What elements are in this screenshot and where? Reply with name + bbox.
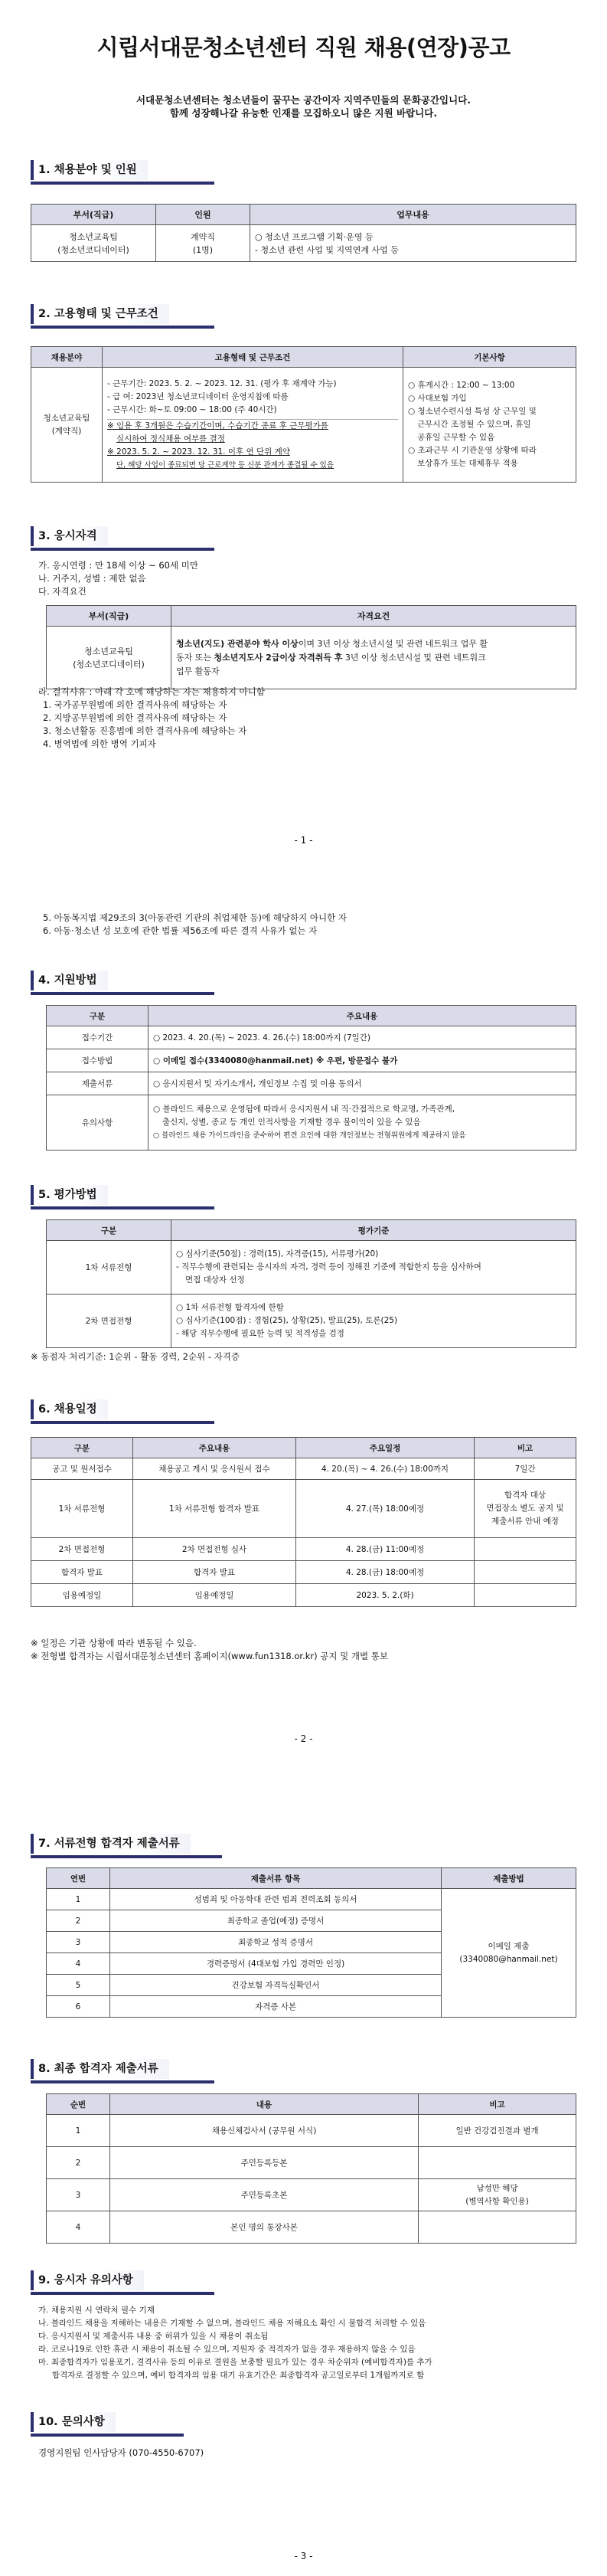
row-item: 경력증명서 (4대보험 가입 경력만 인정) — [110, 1953, 442, 1975]
col-header: 주요내용 — [148, 1006, 576, 1026]
section-title: 1. 채용분야 및 인원 — [31, 160, 148, 180]
document-submission-table — [46, 1867, 576, 2018]
section-10-heading — [31, 2409, 184, 2437]
row-value: ○ 응시지원서 및 자기소개서, 개인정보 수집 및 이용 동의서 — [148, 1072, 576, 1095]
eligibility-list: 가. 응시연령 : 만 18세 이상 ~ 60세 미만 나. 거주지, 성별 : 제한 없음 다. 자격요건 — [38, 560, 198, 597]
heading-underline — [31, 326, 214, 329]
schedule-cell: 2차 면접전형 — [31, 1538, 133, 1561]
col-header: 인원 — [156, 205, 250, 225]
schedule-cell: 7일간 — [475, 1458, 576, 1480]
heading-underline — [31, 2080, 214, 2083]
section-4-heading — [31, 967, 214, 995]
row-label: 접수기간 — [47, 1026, 148, 1049]
row-number: 5 — [47, 1975, 110, 1996]
intro-line: 함께 성장해나갈 유능한 인재를 모집하오니 많은 지원 바랍니다. — [169, 107, 438, 119]
row-item: 자격증 사본 — [110, 1996, 442, 2018]
col-header: 연번 — [47, 1868, 110, 1889]
page-number: - 3 - — [294, 2551, 313, 2561]
section-title: 10. 문의사항 — [31, 2412, 116, 2432]
row-value: ○ 블라인드 채용으로 운영됨에 따라서 응시지원서 내 직·간접적으로 학교명, 가족관계, 출신지, 성별, 종교 등 개인 인적사항을 기재할 경우 불이익이 있을 수 있음 ○ 블라인드 채용 가이드라인을 준수하여 편견 요인에 대한 개인정보는 전형위원에게 제공하지 않음 — [148, 1095, 576, 1151]
row-note: 일반 건강검진결과 별개 — [419, 2115, 576, 2147]
row-note — [419, 2211, 576, 2244]
section-title: 9. 응시자 유의사항 — [31, 2270, 144, 2290]
col-header: 부서(직급) — [31, 205, 156, 225]
row-number: 3 — [47, 2179, 110, 2211]
section-title: 2. 고용형태 및 근무조건 — [31, 304, 169, 324]
row-label: 접수방법 — [47, 1049, 148, 1072]
schedule-cell: 4. 28.(금) 11:00예정 — [296, 1538, 475, 1561]
col-header: 주요일정 — [296, 1438, 475, 1458]
recruitment-table — [31, 204, 576, 262]
schedule-notes: ※ 일정은 기관 상황에 따라 변동될 수 있음. ※ 전형별 합격자는 시립서대문청소년센터 홈페이지(www.fun1318.or.kr) 공지 및 개별 통보 — [31, 1638, 389, 1661]
heading-underline — [31, 1421, 214, 1424]
schedule-table — [31, 1437, 576, 1607]
row-item: 주민등록등본 — [110, 2147, 419, 2179]
dept-cell: 청소년교육팀 (청소년코디네이터) — [31, 225, 156, 262]
row-number: 4 — [47, 2211, 110, 2244]
col-header: 고용형태 및 근무조건 — [103, 347, 403, 368]
disqualification-list: 라. 결격사유 : 아래 각 호에 해당하는 자는 채용하지 아니함 1. 국가공무원법에 의한 결격사유에 해당하는 자 2. 지방공무원법에 의한 결격사유에 해당하는 자 3. 청소년활동 진흥법에 의한 결격사유에 해당하는 자 4. 병역법에 의한 병역 기피자 — [38, 686, 265, 749]
col-header: 순번 — [47, 2094, 110, 2115]
schedule-cell: 4. 28.(금) 18:00예정 — [296, 1561, 475, 1584]
col-header: 구분 — [47, 1220, 171, 1241]
col-header: 제출서류 항목 — [110, 1868, 442, 1889]
col-header: 자격요건 — [171, 606, 576, 627]
row-item: 최종학교 성적 증명서 — [110, 1932, 442, 1953]
contact-info: 경영지원팀 인사담당자 (070-4550-6707) — [38, 2447, 204, 2458]
heading-underline — [31, 548, 214, 551]
section-2-heading — [31, 301, 214, 329]
dept-cell: 청소년교육팀 (청소년코디네이터) — [47, 627, 171, 689]
schedule-cell — [475, 1561, 576, 1584]
row-number: 1 — [47, 1889, 110, 1910]
section-title: 3. 응시자격 — [31, 526, 108, 546]
heading-underline — [31, 182, 214, 185]
heading-underline — [31, 2434, 184, 2437]
disqualification-list-cont: 5. 아동복지법 제29조의 3(아동관련 기관의 취업제한 등)에 해당하지 아니한 자 6. 아동·청소년 성 보호에 관한 법률 제56조에 따른 결격 사유가 없는 자 — [43, 912, 347, 936]
section-title: 5. 평가방법 — [31, 1185, 108, 1205]
row-number: 6 — [47, 1996, 110, 2018]
col-header: 주요내용 — [133, 1438, 296, 1458]
employment-table — [31, 346, 576, 483]
row-value: ○ 1차 서류전형 합격자에 한함 ○ 심사기준(100점) : 경험(25), 상황(25), 발표(25), 토론(25) - 해당 직무수행에 필요한 능력 및 적격성을 검정 — [171, 1295, 576, 1348]
row-label: 유의사항 — [47, 1095, 148, 1151]
schedule-cell: 2023. 5. 2.(화) — [296, 1584, 475, 1607]
row-item: 채용신체검사서 (공무원 서식) — [110, 2115, 419, 2147]
application-table — [46, 1005, 576, 1151]
row-number: 4 — [47, 1953, 110, 1975]
row-value: ○ 심사기준(50점) : 경력(15), 자격증(15), 서류평가(20) - 직무수행에 관련되는 응시자의 자격, 경력 등이 정해진 기준에 적합한지 등을 심사하여 면접 대상자 선정 — [171, 1241, 576, 1295]
col-header: 기본사항 — [403, 347, 576, 368]
row-value: ○ 이메일 접수(3340080@hanmail.net) ※ 우편, 방문접수 불가 — [148, 1049, 576, 1072]
intro-line: 서대문청소년센터는 청소년들이 꿈꾸는 공간이자 지역주민들의 문화공간입니다. — [135, 94, 472, 106]
row-number: 1 — [47, 2115, 110, 2147]
applicant-notes: 가. 채용지원 시 연락처 필수 기재 나. 블라인드 채용을 저해하는 내용은 기재할 수 없으며, 블라인드 채용 저해요소 확인 시 불합격 처리할 수 있음 다. 응시지원서 및 제출서류 내용 중 허위가 있을 시 채용이 취소됨 라. 코로나19로 인한 휴관 시 채용이 취소될 수 있으며, 지원자 중 적격자가 없을 경우 재용하지 않을 수 있음 마. 최종합격자가 임용포기, 결격사유 등의 이유로 결원을 보충할 필요가 있는 경우 차순위자 (예비합격자)를 추가 합격자로 결정할 수 있으며, 예비 합격자의 임용 대기 유효기간은 최종합격자 공고일로부터 1개월까지로 함 — [38, 2306, 432, 2380]
row-note: 남성만 해당 (병역사항 확인용) — [419, 2179, 576, 2211]
col-header: 구분 — [31, 1438, 133, 1458]
section-7-heading — [31, 1831, 222, 1858]
schedule-cell: 합격자 발표 — [31, 1561, 133, 1584]
schedule-cell — [475, 1584, 576, 1607]
row-item: 본인 명의 통장사본 — [110, 2211, 419, 2244]
section-title: 6. 채용일정 — [31, 1399, 108, 1419]
section-3-heading — [31, 523, 214, 551]
section-5-heading — [31, 1182, 214, 1209]
schedule-cell: 2차 면접전형 심사 — [133, 1538, 296, 1561]
row-note — [419, 2147, 576, 2179]
col-header: 제출방법 — [442, 1868, 576, 1889]
schedule-cell: 임용예정일 — [31, 1584, 133, 1607]
schedule-cell: 채용공고 게시 및 응시원서 접수 — [133, 1458, 296, 1480]
field-cell: 청소년교육팀 (계약직) — [31, 368, 103, 483]
section-9-heading — [31, 2267, 214, 2295]
intro-text — [0, 93, 607, 119]
section-title: 7. 서류전형 합격자 제출서류 — [31, 1834, 191, 1854]
row-item: 성범죄 및 아동학대 관련 범죄 전력조회 동의서 — [110, 1889, 442, 1910]
row-number: 3 — [47, 1932, 110, 1953]
row-number: 2 — [47, 1910, 110, 1932]
page-title: 시립서대문청소년센터 직원 채용(연장)공고 — [96, 34, 511, 61]
basic-cell: ○ 휴게시간 : 12:00 ~ 13:00 ○ 사대보험 가입 ○ 청소년수련시설 특성 상 근무일 및 근무시간 조정될 수 있으며, 휴일 공휴일 근무할 수 있음 ○ 초과근무 시 기관운영 상황에 따라 보상휴가 또는 대체휴무 적용 — [403, 368, 576, 483]
conditions-cell: - 근무기간: 2023. 5. 2. ~ 2023. 12. 31. (평가 후 재계약 가능) - 급 여: 2023년 청소년코디네이터 운영지침에 따름 - 근무시간: 화~토 09:00 ~ 18:00 (주 40시간) ※ 임용 후 3개월은 수습기간이며, 수습기간 종료 후 근무평가를 실시하여 정식채용 여부를 결정 ※ 2023. 5. 2. ~ 2023. 12. 31. 이후 연 단위 계약 단, 해당 사업이 종료되면 당 근로계약 등 신분 관계가 종결될 수 있음 — [103, 368, 403, 483]
section-title: 4. 지원방법 — [31, 971, 108, 990]
schedule-cell: 4. 27.(목) 18:00예정 — [296, 1480, 475, 1538]
col-header: 비고 — [475, 1438, 576, 1458]
row-number: 2 — [47, 2147, 110, 2179]
col-header: 부서(직급) — [47, 606, 171, 627]
col-header: 평가기준 — [171, 1220, 576, 1241]
submission-method-cell: 이메일 제출 (3340080@hanmail.net) — [442, 1889, 576, 2018]
schedule-cell — [475, 1538, 576, 1561]
section-1-heading — [31, 157, 214, 185]
heading-underline — [31, 2292, 214, 2295]
col-header: 구분 — [47, 1006, 148, 1026]
schedule-cell: 4. 20.(목) ~ 4. 26.(수) 18:00까지 — [296, 1458, 475, 1480]
final-documents-table — [46, 2093, 576, 2244]
section-6-heading — [31, 1396, 214, 1424]
row-label: 제출서류 — [47, 1072, 148, 1095]
section-title: 8. 최종 합격자 제출서류 — [31, 2059, 169, 2079]
count-cell: 계약직 (1명) — [156, 225, 250, 262]
duties-cell: ○ 청소년 프로그램 기획·운영 등 - 청소년 관련 사업 및 지역연계 사업 등 — [250, 225, 576, 262]
schedule-cell: 1차 서류전형 합격자 발표 — [133, 1480, 296, 1538]
schedule-cell: 합격자 발표 — [133, 1561, 296, 1584]
row-item: 최종학교 졸업(예정) 증명서 — [110, 1910, 442, 1932]
tie-break-note: ※ 동점자 처리기준: 1순위 - 활동 경력, 2순위 - 자격증 — [31, 1351, 240, 1362]
col-header: 내용 — [110, 2094, 419, 2115]
schedule-note-cell: 합격자 대상 면접장소 별도 공지 및 제출서류 안내 예정 — [475, 1480, 576, 1538]
schedule-cell: 임용예정일 — [133, 1584, 296, 1607]
schedule-cell: 1차 서류전형 — [31, 1480, 133, 1538]
schedule-cell: 공고 및 원서접수 — [31, 1458, 133, 1480]
row-item: 건강보험 자격득실확인서 — [110, 1975, 442, 1996]
row-item: 주민등록초본 — [110, 2179, 419, 2211]
page-number: - 2 - — [294, 1733, 313, 1744]
row-label: 1차 서류전형 — [47, 1241, 171, 1295]
row-value: ○ 2023. 4. 20.(목) ~ 2023. 4. 26.(수) 18:00까지 (7일간) — [148, 1026, 576, 1049]
heading-underline — [31, 1206, 214, 1209]
col-header: 채용분야 — [31, 347, 103, 368]
qualification-table — [46, 605, 576, 689]
heading-underline — [31, 1855, 222, 1858]
col-header: 업무내용 — [250, 205, 576, 225]
heading-underline — [31, 992, 214, 995]
section-8-heading — [31, 2056, 214, 2083]
col-header: 비고 — [419, 2094, 576, 2115]
requirement-cell: 청소년(지도) 관련분야 학사 이상이며 3년 이상 청소년시설 및 관련 네트워크 업무 활 동자 또는 청소년지도사 2급이상 자격취득 후 3년 이상 청소년시설 및 관련 네트워크 업무 활동자 — [171, 627, 576, 689]
page-number: - 1 - — [294, 835, 313, 846]
row-label: 2차 면접전형 — [47, 1295, 171, 1348]
evaluation-table — [46, 1219, 576, 1348]
